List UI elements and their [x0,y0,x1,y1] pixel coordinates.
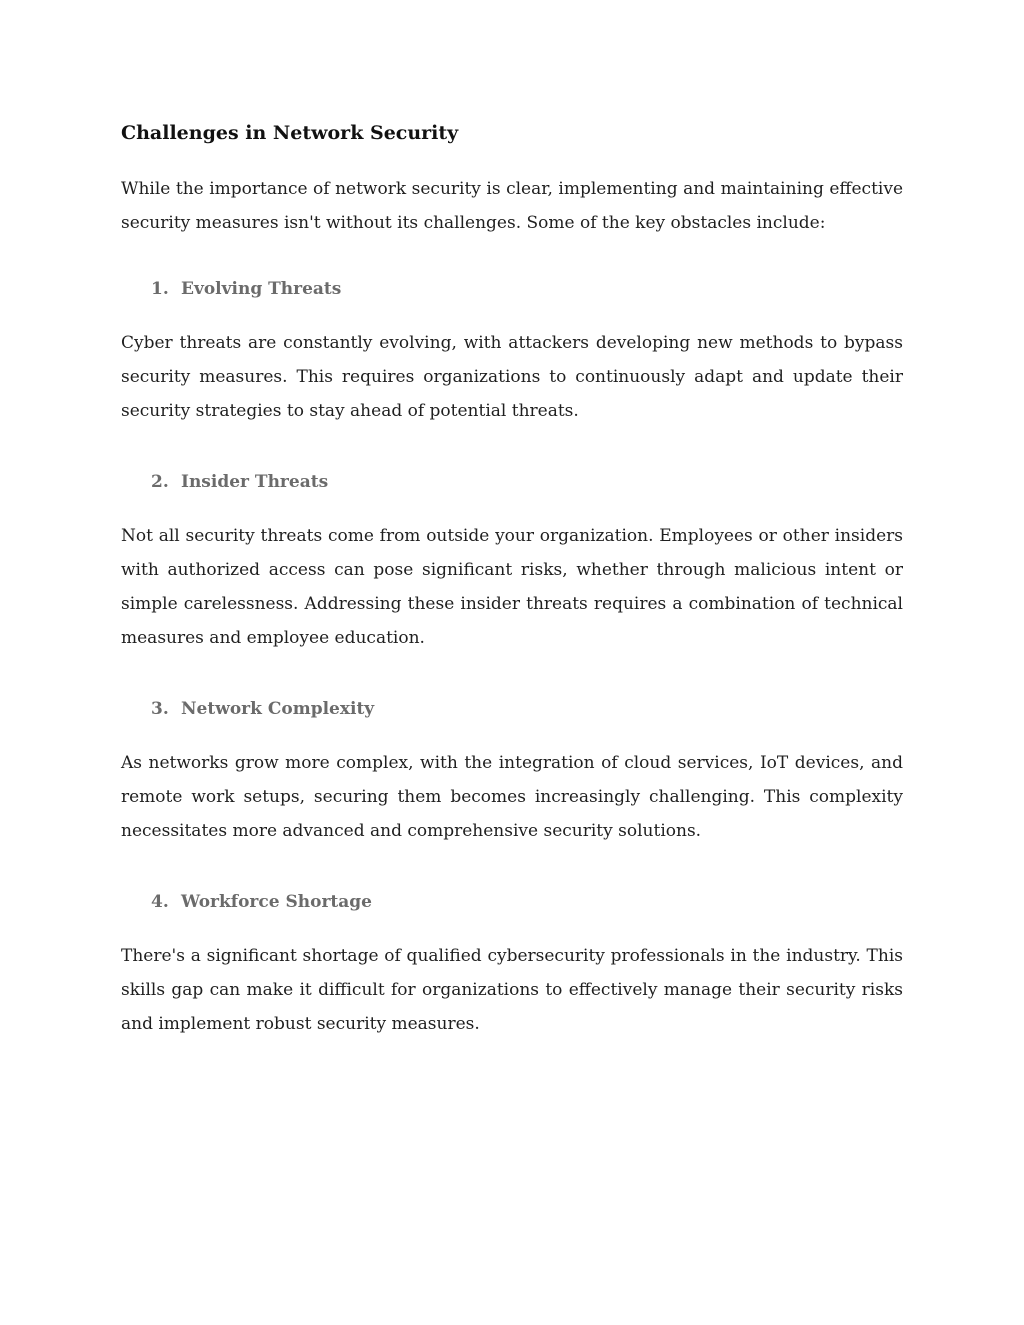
section-heading [121,466,903,498]
section-heading-text: Evolving Threats [181,279,342,299]
section-workforce-shortage [121,886,903,1041]
section-number: 4. [151,892,169,912]
section-body: As networks grow more complex, with the integration of cloud services, IoT devices, and remote work setups, securing them becomes increasingly challenging. This complexity necessitates more advanced and comprehensive security solutions. [121,753,903,841]
section-heading [121,273,903,305]
section-body: Not all security threats come from outside your organization. Employees or other insiders with authorized access can pose significant risks, whether through malicious intent or simple carelessness. Addressing these insider threats requires a combination of technical measures and employee education. [121,526,903,648]
section-body: Cyber threats are constantly evolving, with attackers developing new methods to bypass security measures. This requires organizations to continuously adapt and update their security strategies to stay ahead of potential threats. [121,333,903,421]
section-heading [121,886,903,918]
section-heading-text: Network Complexity [181,699,375,719]
section-evolving-threats [121,273,903,428]
section-heading [121,693,903,725]
section-insider-threats [121,466,903,655]
section-number: 1. [151,279,169,299]
section-network-complexity [121,693,903,848]
page-title: Challenges in Network Security [121,122,459,144]
document-page [121,118,903,1079]
section-heading-text: Workforce Shortage [181,892,372,912]
intro-paragraph: While the importance of network security is clear, implementing and maintaining effective security measures isn't without its challenges. Some of the key obstacles include: [121,179,903,233]
section-body: There's a significant shortage of qualified cybersecurity professionals in the industry. This skills gap can make it difficult for organizations to effectively manage their security risks and implement robust security measures. [121,946,903,1034]
section-number: 2. [151,472,169,492]
section-number: 3. [151,699,169,719]
section-heading-text: Insider Threats [181,472,329,492]
